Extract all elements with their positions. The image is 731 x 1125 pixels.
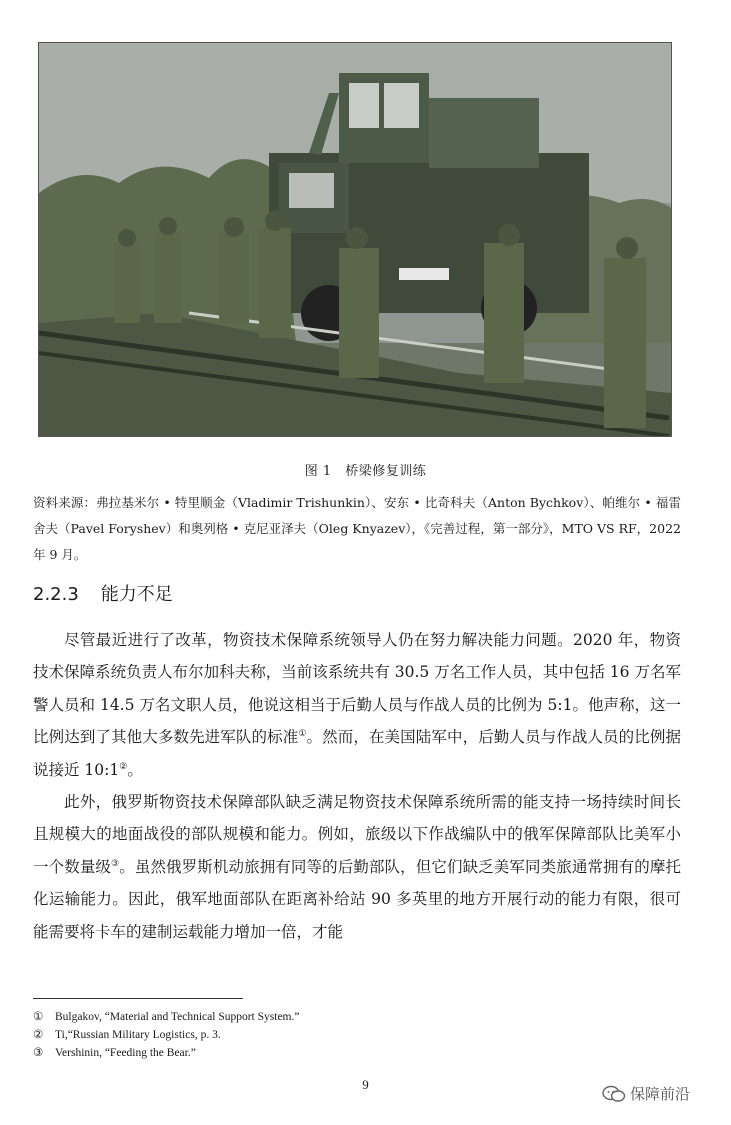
footnote-text: Ti,“Russian Military Logistics, p. 3.: [55, 1029, 221, 1041]
footnote-item: [33, 1008, 673, 1026]
section-title: 能力不足: [100, 584, 173, 605]
paragraph-text: 。虽然俄罗斯机动旅拥有同等的后勤部队，但它们缺乏美军同类旅通常拥有的摩托化运输能力。因此，俄军地面部队在距离补给站 90 多英里的地方开展行动的能力有限，很可能需要将卡车的建制运载能力增加一倍，才能: [33, 857, 681, 941]
section-heading: [33, 580, 173, 606]
footnote-divider: [33, 998, 243, 999]
page-number: 9: [362, 1077, 369, 1092]
watermark-text: 保障前沿: [630, 1085, 691, 1103]
figure-caption: 图 1 桥梁修复训练: [304, 464, 427, 479]
paragraph-text: 此外，俄罗斯物资技术保障部队缺乏满足物资技术保障系统所需的能支持一场持续时间长且规模大的地面战役的部队规模和能力。例如，旅级以下作战编队中的俄军保障部队比美军小一个数量级: [33, 793, 681, 876]
footnote-mark: ①: [33, 1011, 44, 1023]
paragraph-1: [33, 624, 681, 786]
footnote-item: [33, 1026, 673, 1044]
footnote-item: [33, 1044, 673, 1062]
footnote-ref-1[interactable]: ①: [298, 729, 307, 740]
footnote-text: Bulgakov, “Material and Technical Support System.”: [55, 1011, 300, 1023]
paragraph-text: 尽管最近进行了改革，物资技术保障系统领导人仍在努力解决能力问题。2020 年，物资技术保障系统负责人布尔加科夫称，当前该系统共有 30.5 万名工作人员，其中包括 16 万名军警人员和 14.5 万名文职人员，他说这相当于后勤人员与作战人员的比例为 5:1。他声称，这一比例达到了其他大多数先进军队的标准: [33, 631, 681, 747]
footnote-text: Vershinin, “Feeding the Bear.”: [55, 1047, 196, 1059]
footnotes: [33, 1008, 673, 1062]
body-text: [33, 624, 681, 948]
paragraph-2: [33, 786, 681, 948]
paragraph-text: 。: [127, 760, 143, 779]
figure-source-note: 资料来源：弗拉基米尔 • 特里顺金（Vladimir Trishunkin）、安东 • 比奇科夫（Anton Bychkov）、帕维尔 • 福雷舍夫（Pavel Foryshev）和奥列格 • 克尼亚泽夫（Oleg Knyazev），《完善过程，第一部分》，MTO VS RF，2022 年 9 月。: [33, 495, 681, 562]
wechat-icon: [602, 1085, 626, 1103]
footnote-ref-2[interactable]: ②: [119, 761, 128, 772]
figure-photo: [38, 42, 672, 437]
paragraph-text: 。然而，在美国陆军中，后勤人员与作战人员的比例据说接近 10:1: [33, 728, 681, 779]
footnote-mark: ②: [33, 1029, 44, 1041]
section-number: 2.2.3: [33, 584, 79, 605]
footnote-mark: ③: [33, 1047, 44, 1059]
watermark: [602, 1083, 690, 1104]
photo-bridge-repair-icon: [39, 43, 671, 436]
footnote-ref-3[interactable]: ③: [111, 858, 120, 869]
